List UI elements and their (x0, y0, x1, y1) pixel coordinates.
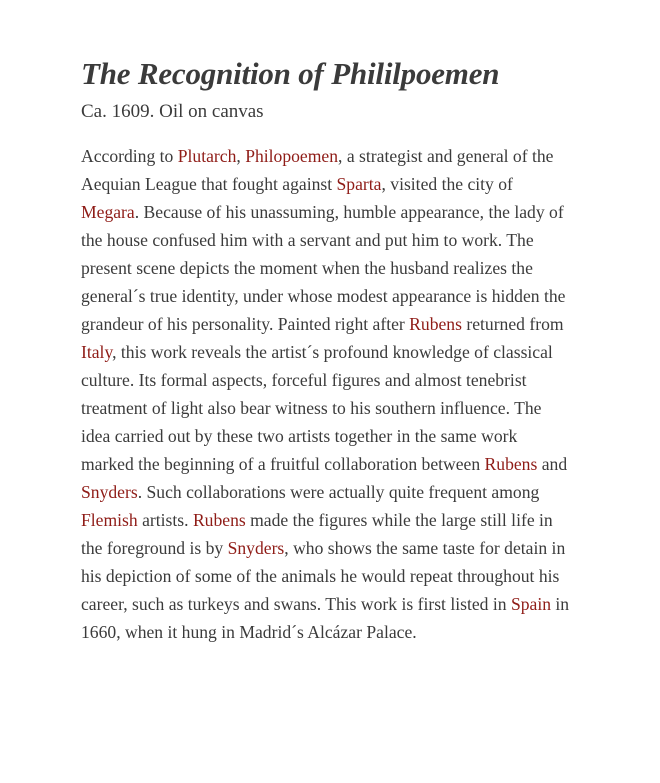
description-text: . Because of his unassuming, humble appearance, the lady of the house confused him with a servant and put him to work. The present scene depicts the moment when the husband realizes the general´s true identity, under whose modest appearance is hidden the grandeur of his personality. Painted right after (81, 202, 566, 334)
description-text: in 1660, when it hung in Madrid´s Alcázar Palace. (81, 594, 570, 642)
description-text: . Such collaborations were actually quite frequent among (137, 482, 540, 502)
link-rubens[interactable]: Rubens (409, 314, 462, 334)
description-text: , this work reveals the artist´s profound knowledge of classical culture. Its formal aspects, forceful figures and almost tenebrist treatment of light also bear witness to his southern influence. The idea carried out by these two artists together in the same work marked the beginning of a fruitful collaboration between (81, 342, 553, 474)
description-text: , (236, 146, 246, 166)
link-italy[interactable]: Italy (81, 342, 113, 362)
description-text: artists. (137, 510, 193, 530)
link-snyders[interactable]: Snyders (227, 538, 285, 558)
description-text: , visited the city of (381, 174, 513, 194)
link-plutarch[interactable]: Plutarch (177, 146, 237, 166)
description-text: , a strategist and general of the Aequian League that fought against (81, 146, 554, 194)
description-text: returned from (461, 314, 564, 334)
link-rubens[interactable]: Rubens (192, 510, 246, 530)
description-text: , who shows the same taste for detain in his depiction of some of the animals he would repeat throughout his career, such as turkeys and swans. This work is first listed in (81, 538, 566, 614)
link-spain[interactable]: Spain (510, 594, 552, 614)
artwork-description (81, 142, 573, 646)
description-text: made the figures while the large still life in the foreground is by (81, 510, 553, 558)
link-rubens[interactable]: Rubens (484, 454, 538, 474)
artwork-description-panel (81, 56, 581, 646)
link-flemish[interactable]: Flemish (81, 510, 138, 530)
link-sparta[interactable]: Sparta (336, 174, 382, 194)
link-snyders[interactable]: Snyders (81, 482, 138, 502)
link-philopoemen[interactable]: Philopoemen (245, 146, 339, 166)
link-megara[interactable]: Megara (81, 202, 135, 222)
artwork-title: The Recognition of Phililpoemen (81, 56, 500, 91)
artwork-subtitle: Ca. 1609. Oil on canvas (81, 101, 264, 122)
description-text: According to (81, 146, 178, 166)
description-text: and (537, 454, 568, 474)
